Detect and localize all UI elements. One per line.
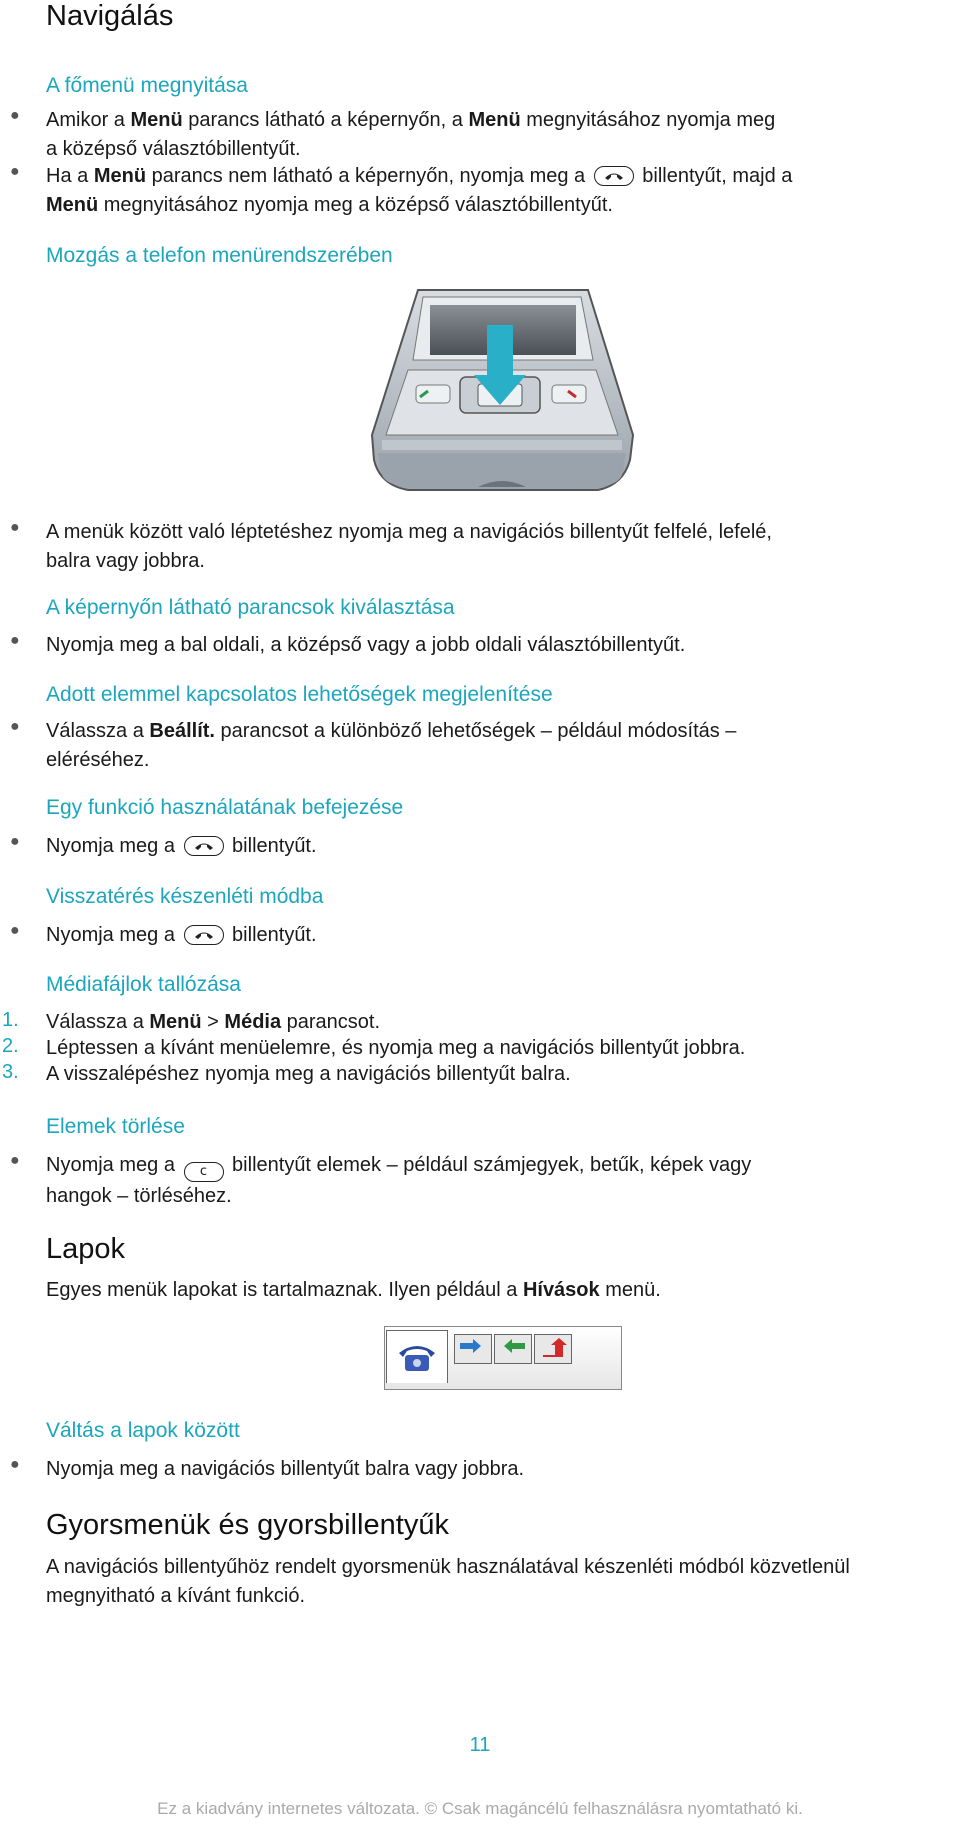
paragraph-lehetosegek: Válassza a Beállít. parancsot a különböző lehetőségek – például módosítás – eléréséhez.: [46, 720, 737, 771]
end-call-key-icon: [184, 836, 224, 856]
paragraph-torles: Nyomja meg a c billentyűt elemek – például számjegyek, betűk, képek vagy hangok – törléséhez.: [46, 1154, 752, 1207]
subheading-torles: Elemek törlése: [46, 1115, 185, 1138]
list-item-1: Válassza a Menü > Média parancsot.: [46, 1011, 381, 1033]
paragraph-fomenu-2: Ha a Menü parancs nem látható a képernyőn, nyomja meg a billentyűt, majd a Menü megnyitásához nyomja meg a középső választóbillentyűt.: [46, 165, 793, 216]
footer-notice: Ez a kiadvány internetes változata. © Csak magáncélú felhasználásra nyomtatható ki.: [157, 1799, 803, 1818]
bullet: ●: [10, 519, 20, 536]
section-heading-lapok: Lapok: [46, 1233, 126, 1265]
paragraph-mozgas: A menük között való léptetéshez nyomja meg a navigációs billentyűt felfelé, lefelé, balra vagy jobbra.: [46, 521, 772, 572]
tabs-illustration: [384, 1326, 622, 1390]
list-item-3: A visszalépéshez nyomja meg a navigációs billentyűt balra.: [46, 1063, 571, 1085]
clear-key-icon: c: [184, 1162, 224, 1182]
list-number: 1.: [2, 1009, 19, 1031]
subheading-befejezes: Egy funkció használatának befejezése: [46, 796, 404, 819]
bullet: ●: [10, 1456, 20, 1473]
bullet: ●: [10, 107, 20, 124]
paragraph-parancsok: Nyomja meg a bal oldali, a középső vagy a jobb oldali választóbillentyűt.: [46, 634, 686, 656]
subheading-fomenu: A főmenü megnyitása: [46, 74, 248, 97]
paragraph-keszenleti: Nyomja meg a billentyűt.: [46, 924, 317, 946]
bullet: ●: [10, 922, 20, 939]
subheading-lehetosegek: Adott elemmel kapcsolatos lehetőségek megjelenítése: [46, 683, 553, 706]
bullet: ●: [10, 718, 20, 735]
paragraph-gyorsmenuk: A navigációs billentyűhöz rendelt gyorsmenük használatával készenléti módból közvetlenül megnyitható a kívánt funkció.: [46, 1556, 850, 1607]
subheading-mozgas: Mozgás a telefon menürendszerében: [46, 244, 393, 267]
subheading-parancsok: A képernyőn látható parancsok kiválasztása: [46, 596, 455, 619]
end-call-key-icon: [184, 925, 224, 945]
tab-incoming-call[interactable]: [494, 1334, 532, 1364]
subheading-keszenleti: Visszatérés készenléti módba: [46, 885, 324, 908]
paragraph-fomenu-1: Amikor a Menü parancs látható a képernyőn, a Menü megnyitásához nyomja meg a középső választóbillentyűt.: [46, 109, 776, 160]
bullet: ●: [10, 632, 20, 649]
section-heading-navigalas: Navigálás: [46, 0, 174, 32]
bullet: ●: [10, 833, 20, 850]
tab-all-calls[interactable]: [386, 1330, 448, 1383]
paragraph-lapok: Egyes menük lapokat is tartalmaznak. Ilyen például a Hívások menü.: [46, 1279, 661, 1301]
phone-navigation-illustration: [368, 285, 636, 495]
subheading-lapok-valtas: Váltás a lapok között: [46, 1419, 240, 1442]
bullet: ●: [10, 1152, 20, 1169]
bullet: ●: [10, 163, 20, 180]
paragraph-lapok-valtas: Nyomja meg a navigációs billentyűt balra vagy jobbra.: [46, 1458, 525, 1480]
list-number: 2.: [2, 1035, 19, 1057]
tab-outgoing-call[interactable]: [454, 1334, 492, 1364]
tab-missed-call[interactable]: [534, 1334, 572, 1364]
subheading-mediafajlok: Médiafájlok tallózása: [46, 973, 241, 996]
list-number: 3.: [2, 1061, 19, 1083]
paragraph-befejezes: Nyomja meg a billentyűt.: [46, 835, 317, 857]
section-heading-gyorsmenuk: Gyorsmenük és gyorsbillentyűk: [46, 1509, 449, 1541]
end-call-key-icon: [594, 166, 634, 186]
page-number: 11: [469, 1734, 491, 1756]
list-item-2: Léptessen a kívánt menüelemre, és nyomja meg a navigációs billentyűt jobbra.: [46, 1037, 746, 1059]
